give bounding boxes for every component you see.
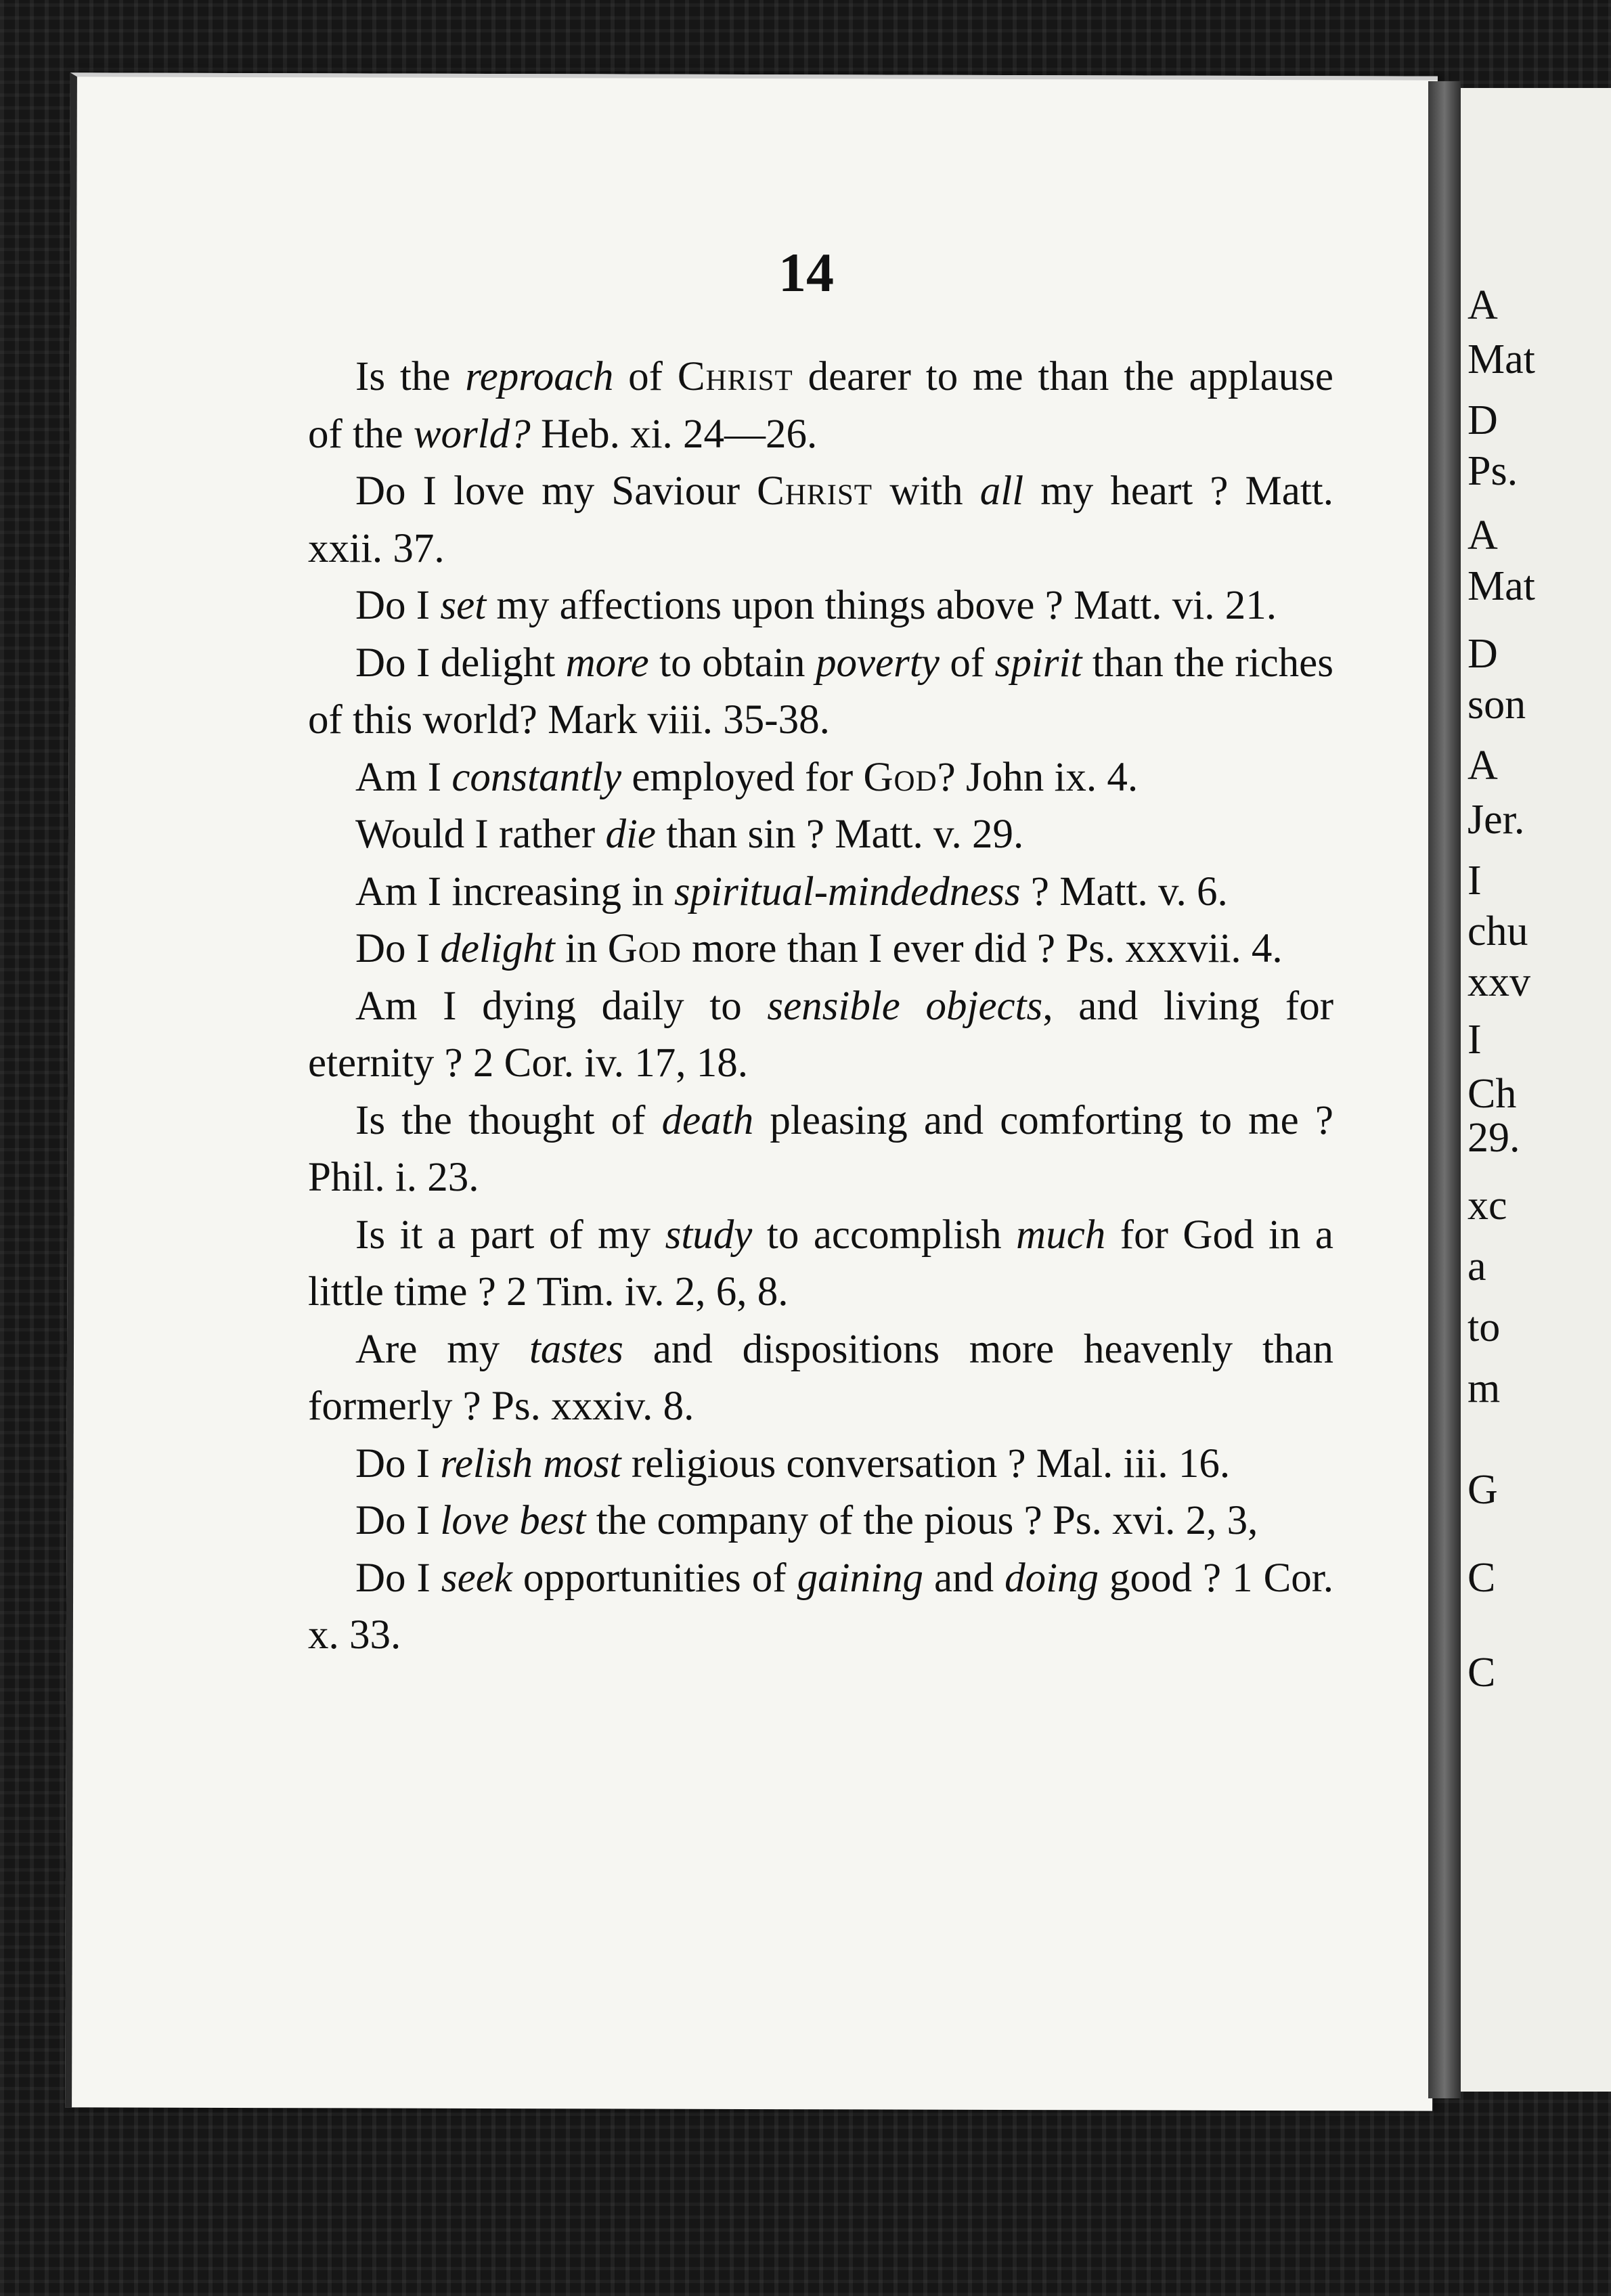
entry-italic: love best	[440, 1498, 586, 1543]
entry-italic: sensible objects	[767, 983, 1043, 1029]
question-entry	[308, 1207, 1333, 1321]
entry-text: Do I	[355, 1498, 441, 1543]
entry-italic: doing	[1005, 1555, 1099, 1601]
entry-text: Are my	[355, 1326, 529, 1372]
entry-italic: more	[565, 640, 649, 686]
entry-italic: gaining	[797, 1555, 923, 1601]
entry-text: Would I rather	[355, 812, 606, 857]
facing-page	[1461, 88, 1611, 2092]
question-entry	[308, 1493, 1333, 1550]
entry-italic: spiritual-mindedness	[674, 868, 1021, 914]
entry-text: Do I	[355, 583, 441, 628]
question-entry	[308, 635, 1333, 749]
entry-text: the company of the pious ? Ps. xvi. 2, 3,	[586, 1498, 1258, 1543]
entry-text: more than I ever did ? Ps. xxxvii. 4.	[681, 926, 1283, 971]
facing-page-fragment: m	[1467, 1365, 1501, 1411]
entry-italic: die	[605, 812, 656, 857]
facing-page-fragment: Jer.	[1467, 797, 1525, 843]
gutter	[1428, 81, 1461, 2098]
entry-italic: death	[661, 1097, 754, 1143]
entry-text: Is the	[355, 354, 466, 399]
entry-small-caps: God	[607, 926, 682, 971]
facing-page-fragment: C	[1467, 1650, 1496, 1696]
entry-text: ? Matt. v. 6.	[1020, 868, 1228, 914]
entry-italic: spirit	[994, 640, 1082, 686]
entry-text: of	[613, 354, 678, 399]
entry-text: Do I	[355, 926, 441, 971]
question-entry	[308, 349, 1333, 463]
facing-page-fragment: I	[1467, 1017, 1482, 1063]
entry-text: ? John ix. 4.	[937, 754, 1139, 800]
entry-small-caps: God	[863, 754, 937, 800]
entry-text: in	[554, 926, 608, 971]
entry-small-caps: Christ	[757, 468, 873, 514]
question-entry	[308, 864, 1333, 921]
facing-page-fragment: D	[1467, 397, 1498, 443]
entry-text: Am I	[355, 754, 452, 800]
facing-page-fragment: 29.	[1467, 1115, 1520, 1161]
facing-page-fragment: Mat	[1467, 563, 1535, 609]
facing-page-fragment: I	[1467, 858, 1482, 904]
entry-text: dearer to me than the applause of the	[308, 354, 1333, 457]
entry-text: than the riches of this world? Mark viii. 35-38.	[308, 640, 1333, 743]
entry-italic: much	[1016, 1212, 1106, 1258]
facing-page-fragment: G	[1467, 1467, 1498, 1513]
facing-page-fragment: son	[1467, 682, 1526, 728]
page-number: 14	[778, 242, 834, 303]
facing-page-fragment: xc	[1467, 1183, 1507, 1229]
facing-page-fragment: chu	[1467, 908, 1528, 954]
question-entry	[308, 978, 1333, 1092]
question-entry	[308, 1550, 1333, 1664]
entry-text: opportunities of	[512, 1555, 797, 1601]
facing-page-fragment: xxv	[1467, 959, 1530, 1005]
facing-page-fragment: Ch	[1467, 1071, 1517, 1117]
entry-italic: study	[665, 1212, 753, 1258]
entry-text: to obtain	[648, 640, 816, 686]
facing-page-fragment: Mat	[1467, 336, 1535, 382]
entry-italic: seek	[441, 1555, 512, 1601]
entry-text: than sin ? Matt. v. 29.	[655, 812, 1024, 857]
question-entry	[308, 1321, 1333, 1436]
entry-text: for God in a little time ? 2 Tim. iv. 2, 6, 8.	[308, 1212, 1333, 1315]
entry-text: Do I love my Saviour	[355, 468, 757, 514]
entry-italic: constantly	[451, 754, 622, 800]
entry-text: Do I delight	[355, 640, 566, 686]
entry-italic: poverty	[816, 640, 940, 686]
entry-text: Do I	[355, 1440, 441, 1486]
entry-text: Is it a part of my	[355, 1212, 665, 1258]
question-entry	[308, 806, 1333, 864]
facing-page-fragment: a	[1467, 1243, 1486, 1289]
facing-page-fragment: Ps.	[1467, 448, 1518, 494]
entry-text: , and living for eternity ? 2 Cor. iv. 17, 18.	[308, 983, 1334, 1086]
entry-text: to accomplish	[752, 1212, 1017, 1258]
entry-italic: tastes	[529, 1326, 623, 1372]
entry-text: with	[873, 468, 980, 514]
facing-page-fragment: D	[1467, 631, 1498, 677]
question-entry	[308, 1092, 1333, 1207]
entry-italic: world?	[413, 411, 531, 457]
facing-page-fragment: A	[1467, 743, 1498, 789]
entry-text: good ? 1 Cor. x. 33.	[308, 1555, 1333, 1658]
entry-text: my affections upon things above ? Matt. vi. 21.	[486, 583, 1277, 628]
facing-page-fragment: C	[1467, 1555, 1496, 1601]
facing-page-fragment: to	[1467, 1304, 1501, 1350]
question-entry	[308, 921, 1333, 978]
entry-text: Do I	[355, 1555, 441, 1601]
entry-text: of	[939, 640, 995, 686]
questions-text	[308, 349, 1333, 1664]
question-entry	[308, 577, 1333, 635]
entry-text: and	[923, 1555, 1005, 1601]
entry-text: Am I dying daily to	[355, 983, 768, 1029]
facing-page-fragment: A	[1467, 282, 1498, 328]
entry-text: my heart ? Matt. xxii. 37.	[308, 468, 1333, 571]
entry-italic: set	[440, 583, 487, 628]
entry-text: Am I increasing in	[355, 868, 674, 914]
entry-italic: reproach	[465, 354, 614, 399]
entry-text: Heb. xi. 24—26.	[530, 411, 818, 457]
entry-italic: delight	[440, 926, 555, 971]
entry-text: employed for	[621, 754, 864, 800]
facing-page-fragment: A	[1467, 512, 1498, 558]
entry-small-caps: Christ	[677, 354, 793, 399]
question-entry	[308, 1436, 1333, 1493]
question-entry	[308, 463, 1333, 577]
entry-text: Is the thought of	[355, 1097, 662, 1143]
entry-text: and dispositions more heavenly than formerly ? Ps. xxxiv. 8.	[308, 1326, 1333, 1429]
entry-italic: all	[979, 468, 1024, 514]
entry-italic: relish most	[440, 1440, 621, 1486]
entry-text: religious conversation ? Mal. iii. 16.	[621, 1440, 1231, 1486]
entry-text: pleasing and comforting to me ? Phil. i. 23.	[308, 1097, 1333, 1200]
question-entry	[308, 749, 1333, 807]
